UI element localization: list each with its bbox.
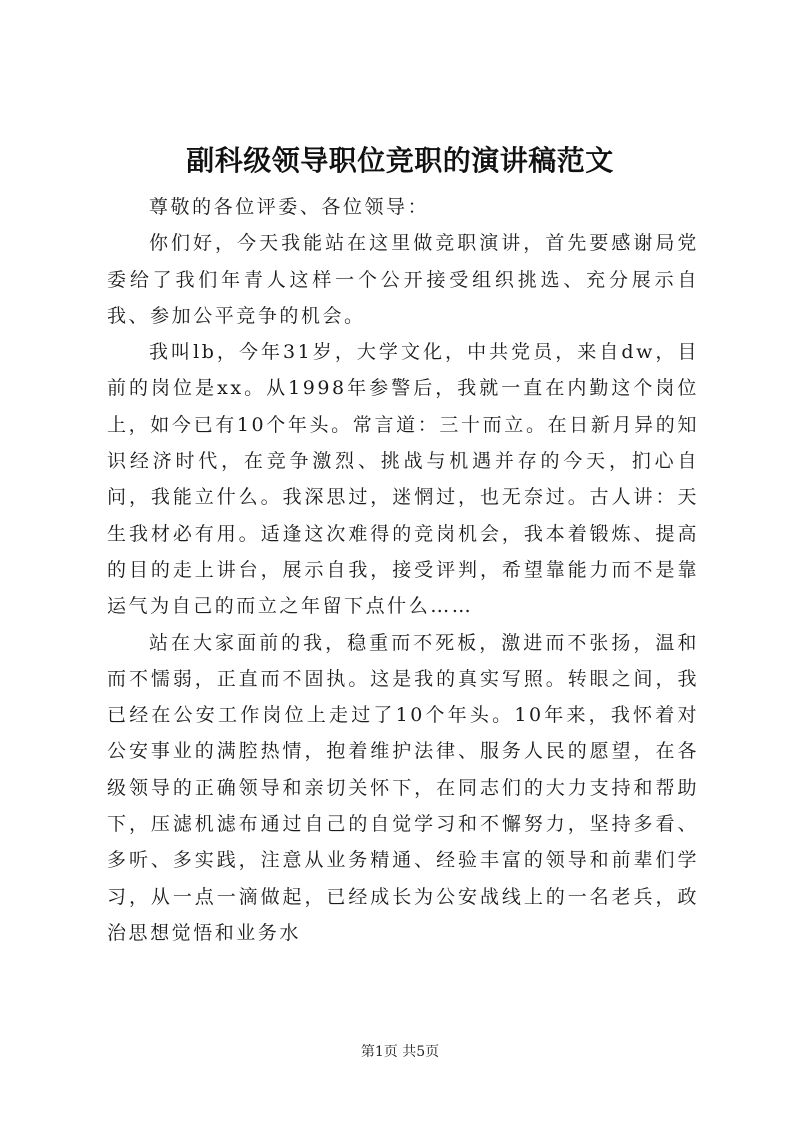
- document-body: [107, 189, 699, 951]
- document-title: 副科级领导职位竞职的演讲稿范文: [186, 144, 614, 177]
- self-description-paragraph: 站在大家面前的我，稳重而不死板，激进而不张扬，温和而不懦弱，正直而不固执。这是我的真实写照。转眼之间，我已经在公安工作岗位上走过了10个年头。10年来，我怀着对公安事业的满腔热情，抱着维护法律、服务人民的愿望，在各级领导的正确领导和亲切关怀下，在同志们的大力支持和帮助下，压滤机滤布通过自己的自觉学习和不懈努力，坚持多看、多听、多实践，注意从业务精通、经验丰富的领导和前辈们学习，从一点一滴做起，已经成长为公安战线上的一名老兵，政治思想觉悟和业务水: [107, 631, 699, 944]
- greeting-paragraph: 你们好，今天我能站在这里做竞职演讲，首先要感谢局党委给了我们年青人这样一个公开接受组织挑选、充分展示自我、参加公平竞争的机会。: [107, 232, 699, 327]
- salutation-paragraph: 尊敬的各位评委、各位领导：: [149, 196, 430, 218]
- introduction-paragraph: 我叫lb，今年31岁，大学文化，中共党员，来自dw，目前的岗位是xx。从1998年参警后，我就一直在内勤这个岗位上，如今已有10个年头。常言道：三十而立。在日新月异的知识经济时代，在竞争激烈、挑战与机遇并存的今天，扪心自问，我能立什么。我深思过，迷惘过，也无奈过。古人讲：天生我材必有用。适逢这次难得的竞岗机会，我本着锻炼、提高的目的走上讲台，展示自我，接受评判，希望靠能力而不是靠运气为自己的而立之年留下点什么……: [107, 341, 699, 618]
- page-number-footer: 第1页 共5页: [360, 1044, 440, 1060]
